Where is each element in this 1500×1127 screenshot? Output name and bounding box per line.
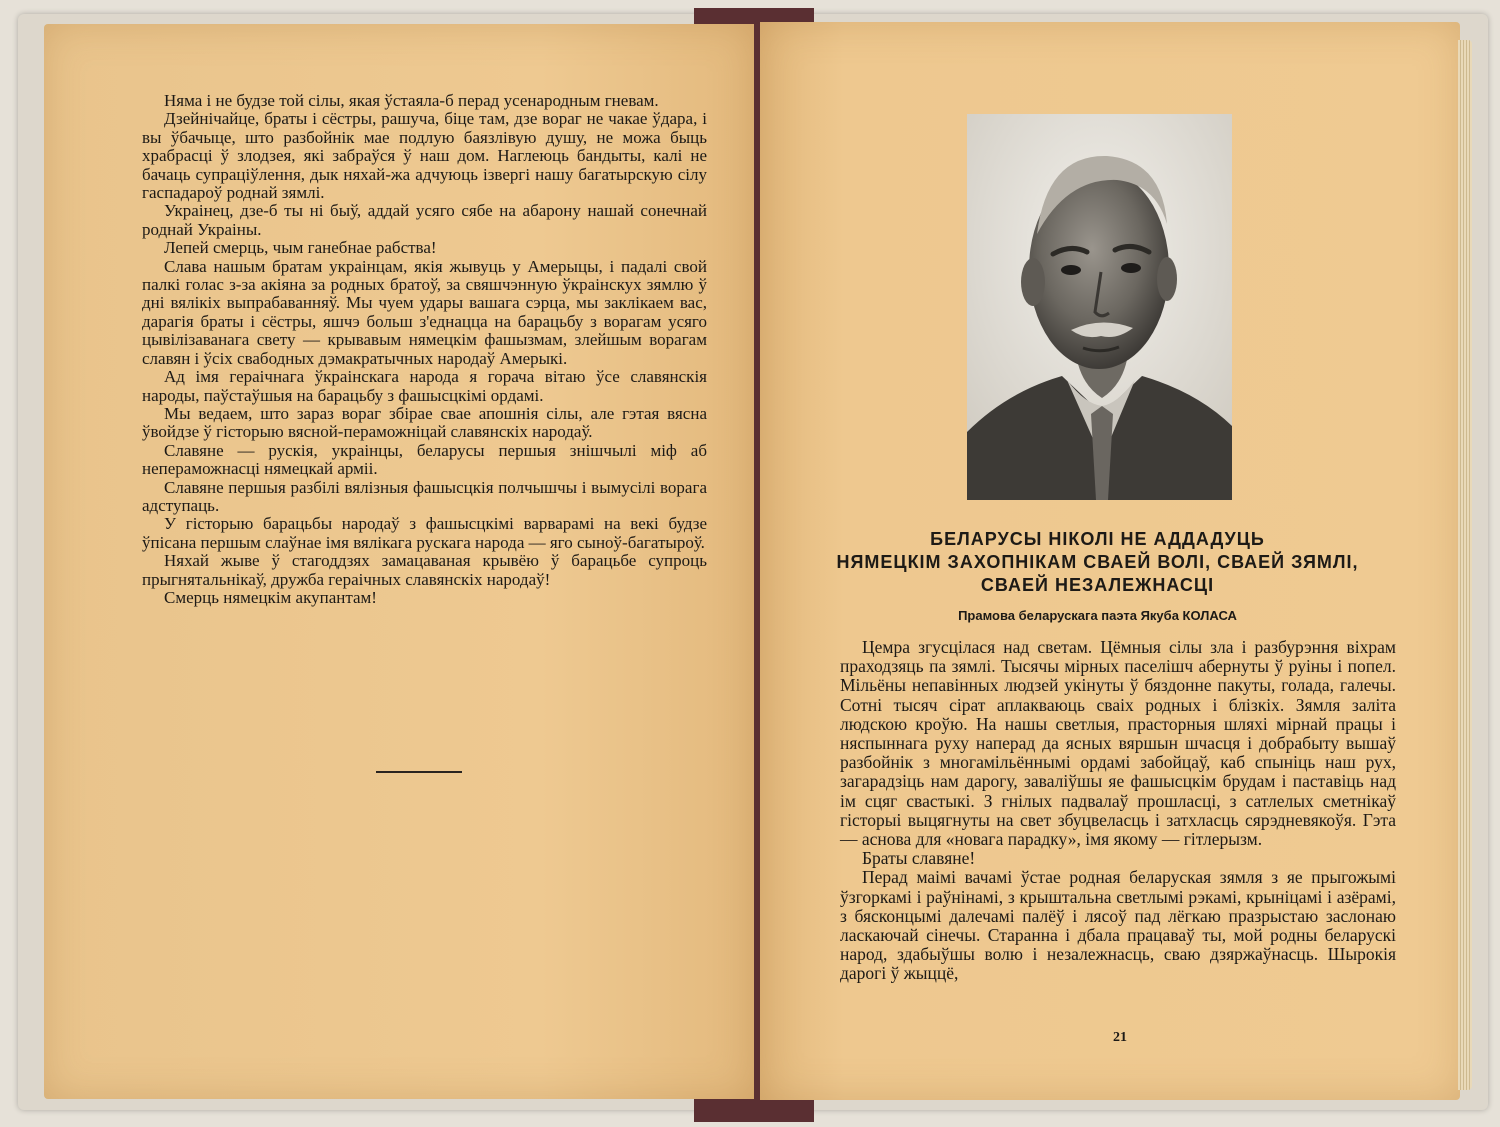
- paragraph: Лепей смерць, чым ганебнае рабства!: [164, 238, 437, 258]
- paragraph: Славяне першыя разбілі вялізныя фашысцкія полчышчы і вымусілі ворага адступаць.: [142, 477, 707, 515]
- paragraph: Украінец, дзе-б ты ні быў, аддай усяго сябе на абарону нашай сонечнай роднай Украіны.: [142, 201, 707, 239]
- author-portrait: [967, 114, 1232, 500]
- paragraph: Няма і не будзе той сілы, якая ўстаяла-б перад усенародным гневам.: [164, 91, 659, 110]
- paragraph: Цемра згусцілася над светам. Цёмныя сілы зла і разбурэння віхрам праходзяць па зямлі. Тысячы мірных паселішч абернуты ў руіны і попел. Мільёны непавінных людзей укінуты ў бяздонне пакуты, голада, галечы. Сотні тысяч сірат аплакваюць сваіх родных і блізкіх. Зямля заліта людскою кроўю. На нашы светлыя, прасторныя шляхі мірнай працы і няспыннага руху наперад да ясных вяршын шчасця і добрабыту вышаў разбойнік з многамільённымі ордамі забойцаў, каб спыніць наш рух, загарадзіць нам дарогу, заваліўшы яе фашысцкім брудам і паставіць над ім сцяг свастыкі. З гнілых падвалаў прошласці, з сатлелых сметнікаў гісторыі выцягнуты на свет збуцвеласць і затхласць сярэдневякоўя. Гэта — аснова для «новага парадку», імя якому — гітлерызм.: [840, 637, 1396, 850]
- paragraph: У гісторыю барацьбы народаў з фашысцкімі варварамі на векі будзе ўпісана першым слаўнае імя вялікага рускага народа — яго сыноў-багатыроў.: [142, 514, 707, 552]
- article-subtitle: Прамова беларускага паэта Якуба КОЛАСА: [958, 608, 1237, 623]
- page-edges: [1458, 40, 1472, 1090]
- page-number: 21: [1113, 1030, 1127, 1045]
- portrait-image: [967, 114, 1232, 500]
- heading-line: БЕЛАРУСЫ НІКОЛІ НЕ АДДАДУЦЬ: [930, 529, 1265, 549]
- paragraph: Дзейнічайце, браты і сёстры, рашуча, біце там, дзе вораг не чакае ўдара, і вы ўбачыце, што разбойнік мае подлую баязлівую душу, не можа быць храбрасці ў злодзея, які забраўся ў наш дом. Наглеюць бандыты, калі не бачаць супраціўлення, дык няхай-жа адчуюць ізвергі нашу багатырскую сілу гаспадароў роднай зямлі.: [142, 109, 707, 203]
- heading-line: СВАЕЙ НЕЗАЛЕЖНАСЦІ: [980, 575, 1215, 595]
- paragraph: Няхай жыве ў стагоддзях замацаваная крывёю ў барацьбе супроць прыгнятальнікаў, дружба гераічных славянскіх народаў!: [142, 551, 707, 589]
- paragraph: Слава нашым братам украінцам, якія жывуць у Амерыцы, і падалі свой палкі голас з-за акіяна за родных братоў, за свяшчэнную ўкраінскух зямлю ў дні вялікіх выпрабаванняў. Мы чуем удары вашага сэрца, мы заклікаем вас, дарагія браты і сёстры, яшчэ больш з'еднацца на барацьбу з ворагам усяго цывілізаванага свету — крывавым нямецкім фашызмам, злейшым ворагам славян і ўсіх свабодных дэмакратычных народаў Амерыкі.: [142, 256, 707, 368]
- heading-line: НЯМЕЦКІМ ЗАХОПНІКАМ СВАЕЙ ВОЛІ, СВАЕЙ ЗЯМЛІ,: [836, 552, 1359, 572]
- paragraph: Перад маімі вачамі ўстае родная беларуская зямля з яе прыгожымі ўзгоркамі і раўнінамі, з крыштальна светлымі рэкамі, крыніцамі і азёрамі, з бясконцымі далечамі палёў і лясоў пад лёгкаю празрыстаю заслонаю ласкаючай сінечы. Старанна і дбала працаваў ты, мой родны беларускі народ, здабыўшы волю і незалежнасць, сваю дзяржаўнасць. Шырокія дарогі ў жыццё,: [840, 867, 1396, 984]
- section-divider: [376, 771, 462, 773]
- article-heading: [805, 528, 1390, 597]
- left-page-text: [142, 92, 707, 607]
- paragraph: Смерць нямецкім акупантам!: [164, 587, 377, 607]
- paragraph: Славяне — рускія, украінцы, беларусы першыя знішчылі міф аб непераможнасці нямецкай арміі.: [142, 440, 707, 479]
- right-page-text: [840, 638, 1396, 984]
- paragraph: Мы ведаем, што зараз вораг збірае свае апошнія сілы, але гэтая вясна ўвойдзе ў гісторыю вясной-пераможніцай славянскіх народаў.: [142, 403, 707, 442]
- paragraph: Браты славяне!: [862, 848, 976, 869]
- paragraph: Ад імя гераічнага ўкраінскага народа я горача вітаю ўсе славянскія народы, паўстаўшыя на барацьбу з фашысцкімі ордамі.: [142, 367, 707, 405]
